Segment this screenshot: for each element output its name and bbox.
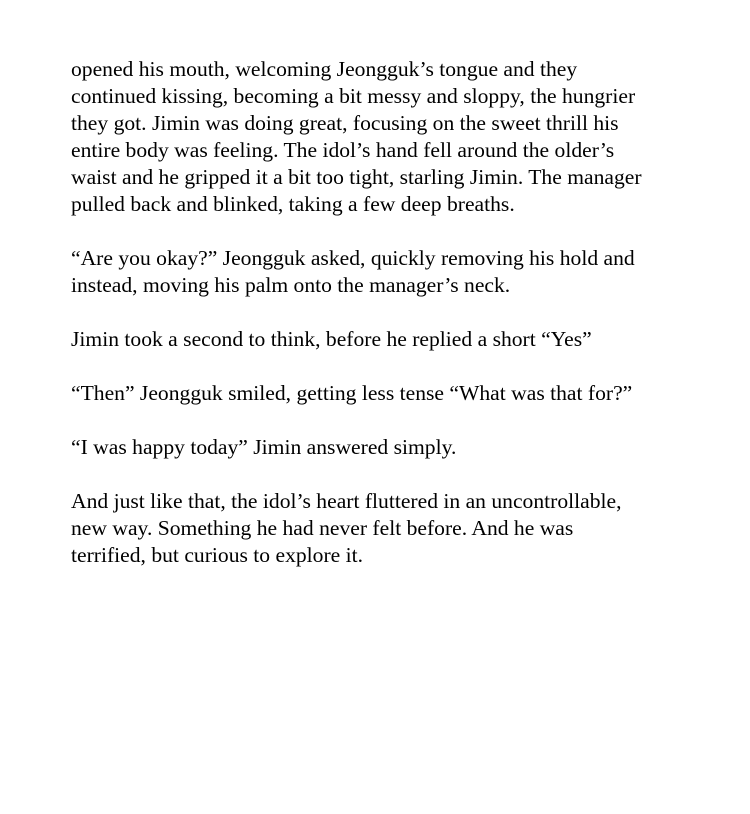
paragraph-3: Jimin took a second to think, before he replied a short “Yes” [71,327,592,351]
paragraph-1: opened his mouth, welcoming Jeongguk’s tongue and they continued kissing, becoming a bit messy and sloppy, the hungrier they got. Jimin was doing great, focusing on the sweet thrill his entire body was feeling. The idol’s hand fell around the older’s waist and he gripped it a bit too tight, starling Jimin. The manager pulled back and blinked, taking a few deep breaths. [71,57,642,216]
paragraph-6: And just like that, the idol’s heart fluttered in an uncontrollable, new way. Something he had never felt before. And he was terrified, but curious to explore it. [71,489,622,567]
paragraph-4: “Then” Jeongguk smiled, getting less tense “What was that for?” [71,381,633,405]
story-text [71,56,691,569]
paragraph-5: “I was happy today” Jimin answered simply. [71,435,457,459]
paragraph-2: “Are you okay?” Jeongguk asked, quickly removing his hold and instead, moving his palm onto the manager’s neck. [71,246,635,297]
